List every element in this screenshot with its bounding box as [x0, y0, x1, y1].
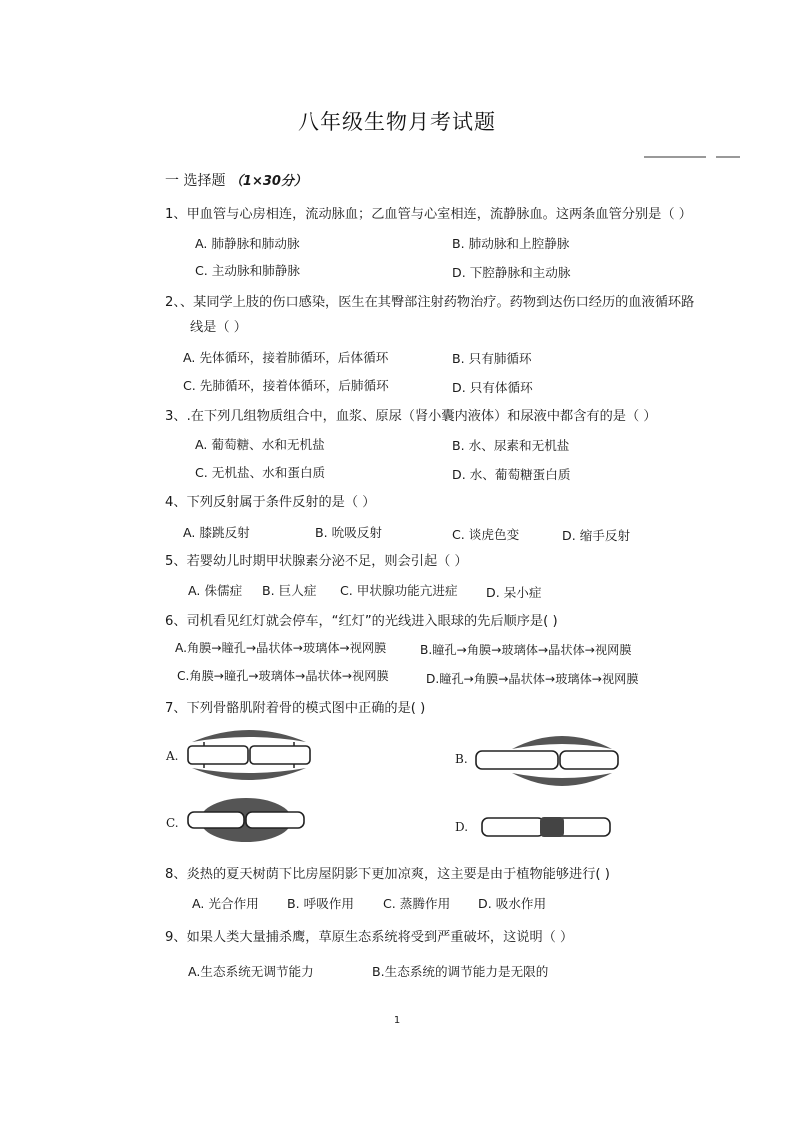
question-5-option-b: B. 巨人症 — [262, 583, 317, 598]
question-7-label-a: A. — [166, 749, 179, 763]
question-7-label-d: D. — [455, 820, 469, 834]
question-8-option-c: C. 蒸腾作用 — [383, 896, 451, 911]
question-1-option-a: A. 肺静脉和肺动脉 — [195, 236, 300, 251]
question-5-option-d: D. 呆小症 — [486, 585, 542, 600]
question-2-option-a: A. 先体循环，接着肺循环，后体循环 — [183, 350, 389, 365]
question-1-option-b: B. 肺动脉和上腔静脉 — [452, 236, 570, 251]
edge-mark — [644, 156, 706, 158]
muscle-diagram-a — [184, 724, 314, 786]
question-8-option-b: B. 呼吸作用 — [287, 896, 355, 911]
muscle-diagram-d — [478, 812, 614, 844]
question-3-option-b: B. 水、尿素和无机盐 — [452, 438, 570, 453]
question-9-option-a: A.生态系统无调节能力 — [188, 964, 314, 979]
question-1-option-c: C. 主动脉和肺静脉 — [195, 263, 300, 278]
question-3-stem: 3、.在下列几组物质组合中，血浆、原尿（肾小囊内液体）和尿液中都含有的是（ ） — [165, 409, 657, 424]
question-5-stem: 5、若婴幼儿时期甲状腺素分泌不足，则会引起（ ） — [165, 554, 468, 569]
question-6-option-c: C.角膜→瞳孔→玻璃体→晶状体→视网膜 — [177, 669, 389, 683]
question-7-label-c: C. — [166, 816, 179, 830]
question-4-option-c: C. 谈虎色变 — [452, 527, 520, 542]
question-4-option-a: A. 膝跳反射 — [183, 525, 250, 540]
question-3-option-a: A. 葡萄糖、水和无机盐 — [195, 437, 325, 452]
section-heading — [165, 170, 307, 190]
question-5-option-c: C. 甲状腺功能亢进症 — [340, 583, 458, 598]
question-6-option-b: B.瞳孔→角膜→玻璃体→晶状体→视网膜 — [420, 643, 632, 657]
question-4-stem: 4、下列反射属于条件反射的是（ ） — [165, 495, 376, 510]
question-3-option-d: D. 水、葡萄糖蛋白质 — [452, 467, 571, 482]
question-3-option-c: C. 无机盐、水和蛋白质 — [195, 465, 326, 480]
question-9-stem: 9、如果人类大量捕杀鹰，草原生态系统将受到严重破坏，这说明（ ） — [165, 930, 574, 945]
question-6-option-d: D.瞳孔→角膜→晶状体→玻璃体→视网膜 — [426, 672, 639, 686]
question-2-option-b: B. 只有肺循环 — [452, 351, 532, 366]
question-2-option-d: D. 只有体循环 — [452, 380, 533, 395]
question-9-option-b: B.生态系统的调节能力是无限的 — [372, 964, 549, 979]
question-7-stem: 7、下列骨骼肌附着骨的模式图中正确的是( ) — [165, 701, 426, 716]
section-score: （1×30分） — [229, 174, 307, 189]
exam-title: 八年级生物月考试题 — [298, 110, 496, 134]
section-label: 一 选择题 — [165, 173, 226, 189]
question-1-option-d: D. 下腔静脉和主动脉 — [452, 265, 571, 280]
edge-mark — [716, 156, 740, 158]
question-2-stem-line1: 2、、某同学上肢的伤口感染，医生在其臀部注射药物治疗。药物到达伤口经历的血液循环路 — [165, 295, 695, 310]
question-8-option-d: D. 吸水作用 — [478, 896, 547, 911]
muscle-diagram-c — [184, 795, 308, 845]
question-2-option-c: C. 先肺循环，接着体循环，后肺循环 — [183, 378, 389, 393]
question-7-label-b: B. — [455, 752, 468, 766]
page-number: 1 — [393, 1015, 401, 1026]
question-5-option-a: A. 侏儒症 — [188, 583, 243, 598]
question-6-option-a: A.角膜→瞳孔→晶状体→玻璃体→视网膜 — [175, 641, 387, 655]
question-8-option-a: A. 光合作用 — [192, 896, 259, 911]
question-8-stem: 8、炎热的夏天树荫下比房屋阴影下更加凉爽，这主要是由于植物能够进行( ) — [165, 867, 610, 882]
question-6-stem: 6、司机看见红灯就会停车，“红灯”的光线进入眼球的先后顺序是( ) — [165, 614, 558, 629]
question-4-option-d: D. 缩手反射 — [562, 528, 631, 543]
muscle-diagram-b — [472, 727, 622, 793]
question-2-stem-line2: 线是（ ） — [190, 320, 247, 335]
question-4-option-b: B. 吮吸反射 — [315, 525, 383, 540]
question-1-stem: 1、甲血管与心房相连，流动脉血；乙血管与心室相连，流静脉血。这两条血管分别是（ ） — [165, 207, 692, 222]
